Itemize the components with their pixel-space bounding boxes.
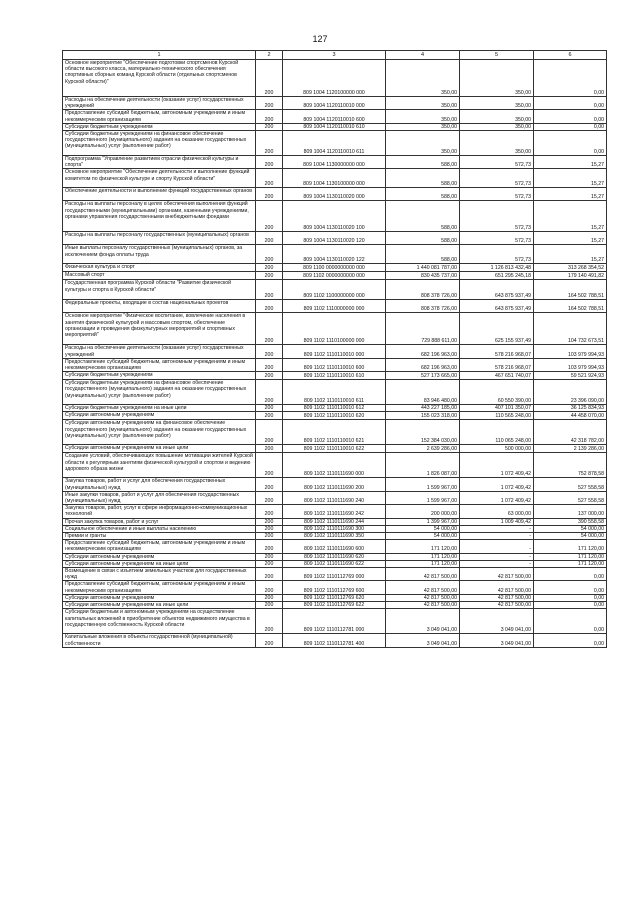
row-executed-amount: 3 049 041,00 [460,634,534,647]
row-classification-code: 809 1004 1120110010 610 [283,123,386,130]
row-name: Субсидии бюджетным учреждениям на финансовое обеспечение государственного (муниципального) задания на оказание государственных (муниципальных) услуг (выполнение работ) [63,380,256,405]
row-unexecuted-amount: 171 120,00 [534,540,607,553]
row-executed-amount: 350,00 [460,131,534,156]
row-executed-amount: 350,00 [460,123,534,130]
row-grbs-code: 200 [256,505,283,518]
row-name: Субсидии бюджетным и автономным учреждениям на осуществление капитальных вложений в приобретение объектов недвижимого имущества в государственную собственность Курской области [63,609,256,634]
table-row [63,505,607,518]
table-row [63,358,607,371]
row-name: Предоставление субсидий бюджетным, автономным учреждениям и иным некоммерческим организациям [63,110,256,123]
row-name: Расходы на выплаты персоналу в целях обеспечения выполнения функций государственными (муниципальными) органами, казенными учреждениями, органами управления государственными внебюджетными фондами [63,201,256,232]
row-approved-amount: 42 817 500,00 [386,568,460,581]
row-executed-amount: 625 155 937,49 [460,313,534,345]
row-executed-amount: 578 216 968,07 [460,345,534,358]
row-unexecuted-amount: 0,00 [534,602,607,609]
row-classification-code: 809 1102 1110112781 400 [283,634,386,647]
row-executed-amount: 467 651 740,07 [460,372,534,380]
row-classification-code: 809 1102 1110111690 242 [283,505,386,518]
row-name: Федеральные проекты, входящие в состав национальных проектов [63,300,256,313]
row-name: Расходы на выплаты персоналу государственных (муниципальных) органов [63,232,256,245]
row-name: Социальное обеспечение и иные выплаты населению [63,525,256,532]
row-executed-amount: 350,00 [460,97,534,110]
row-executed-amount: 578 216 968,07 [460,358,534,371]
row-grbs-code: 200 [256,609,283,634]
row-grbs-code: 200 [256,313,283,345]
row-grbs-code: 200 [256,553,283,560]
row-name: Возмещение в связи с изъятием земельных участков для государственных нужд [63,568,256,581]
row-grbs-code: 200 [256,568,283,581]
row-executed-amount: 42 817 500,00 [460,602,534,609]
row-grbs-code: 200 [256,110,283,123]
table-row [63,232,607,245]
row-grbs-code: 200 [256,581,283,594]
table-row [63,123,607,130]
row-name: Субсидии автономным учреждениям на иные цели [63,445,256,453]
row-name: Премии и гранты [63,533,256,540]
row-grbs-code: 200 [256,131,283,156]
row-unexecuted-amount: 164 502 788,51 [534,300,607,313]
row-classification-code: 809 1004 1120110010 611 [283,131,386,156]
row-classification-code: 809 1102 1100000000 000 [283,280,386,300]
row-executed-amount: 63 000,00 [460,505,534,518]
row-name: Иные выплаты персоналу государственных (муниципальных) органов, за исключением фонда оплаты труда [63,245,256,264]
row-approved-amount: 3 049 041,00 [386,634,460,647]
row-name: Создание условий, обеспечивающих повышение мотивации жителей Курской области к регулярным занятиям физической культурой и спортом и ведению здорового образа жизни [63,453,256,478]
column-header: 6 [534,51,607,60]
row-unexecuted-amount: 0,00 [534,594,607,601]
row-grbs-code: 200 [256,264,283,272]
row-grbs-code: 200 [256,405,283,412]
row-grbs-code: 200 [256,412,283,420]
row-executed-amount: 643 875 937,49 [460,300,534,313]
row-unexecuted-amount: 15,27 [534,169,607,188]
row-grbs-code: 200 [256,188,283,201]
row-name: Субсидии бюджетным учреждениям [63,372,256,380]
row-approved-amount: 682 196 963,00 [386,345,460,358]
table-row [63,405,607,412]
row-classification-code: 809 1102 1110110010 620 [283,412,386,420]
table-row [63,264,607,272]
table-row [63,300,607,313]
row-approved-amount: 83 946 480,00 [386,380,460,405]
row-classification-code: 809 1102 1110111690 350 [283,533,386,540]
row-approved-amount: 200 000,00 [386,505,460,518]
row-classification-code: 809 1102 0000000000 000 [283,272,386,280]
row-grbs-code: 200 [256,201,283,232]
row-classification-code: 809 1102 1110112769 620 [283,594,386,601]
row-executed-amount: 110 565 248,00 [460,412,534,420]
row-grbs-code: 200 [256,453,283,478]
row-approved-amount: 588,00 [386,232,460,245]
table-row [63,272,607,280]
row-approved-amount: 54 000,00 [386,533,460,540]
table-row [63,602,607,609]
row-executed-amount: 572,73 [460,245,534,264]
row-approved-amount: 171 120,00 [386,553,460,560]
row-unexecuted-amount: 164 502 788,51 [534,280,607,300]
table-row [63,245,607,264]
row-executed-amount: - [460,540,534,553]
row-approved-amount: 350,00 [386,97,460,110]
row-unexecuted-amount: 15,27 [534,232,607,245]
row-executed-amount: 1 072 409,42 [460,491,534,504]
table-row [63,372,607,380]
table-row [63,420,607,445]
row-approved-amount: 3 049 041,00 [386,609,460,634]
row-classification-code: 809 1102 1110111690 620 [283,553,386,560]
row-classification-code: 809 1004 1130110020 122 [283,245,386,264]
row-executed-amount: 60 550 390,00 [460,380,534,405]
row-grbs-code: 200 [256,97,283,110]
row-name: Субсидии бюджетным учреждениям на иные цели [63,405,256,412]
row-classification-code: 809 1102 1110111690 240 [283,491,386,504]
row-executed-amount: 1 072 409,42 [460,453,534,478]
row-executed-amount: - [460,525,534,532]
row-unexecuted-amount: 15,27 [534,188,607,201]
row-classification-code: 809 1102 1110111690 000 [283,453,386,478]
row-name: Субсидии автономным учреждениям [63,553,256,560]
row-classification-code: 809 1004 1120110010 600 [283,110,386,123]
row-approved-amount: 171 120,00 [386,540,460,553]
row-classification-code: 809 1004 1130000000 000 [283,156,386,169]
row-approved-amount: 350,00 [386,60,460,97]
row-name: Предоставление субсидий бюджетным, автономным учреждениям и иным некоммерческим организациям [63,540,256,553]
column-header: 3 [283,51,386,60]
row-name: Субсидии бюджетным учреждениям на финансовое обеспечение государственного (муниципального) задания на оказание государственных (муниципальных) услуг (выполнение работ) [63,131,256,156]
table-row [63,380,607,405]
row-grbs-code: 200 [256,245,283,264]
row-executed-amount: - [460,553,534,560]
row-classification-code: 809 1102 1110112769 600 [283,581,386,594]
row-unexecuted-amount: 15,27 [534,156,607,169]
row-executed-amount: 572,73 [460,156,534,169]
row-grbs-code: 200 [256,445,283,453]
row-unexecuted-amount: 752 878,58 [534,453,607,478]
table-row [63,581,607,594]
row-classification-code: 809 1004 1130110020 120 [283,232,386,245]
row-approved-amount: 588,00 [386,169,460,188]
table-row [63,110,607,123]
row-grbs-code: 200 [256,123,283,130]
row-grbs-code: 200 [256,156,283,169]
row-executed-amount: 407 101 350,07 [460,405,534,412]
row-executed-amount: 651 295 245,18 [460,272,534,280]
table-row [63,568,607,581]
row-classification-code: 809 1102 1110110010 000 [283,345,386,358]
table-header-row [63,51,607,60]
row-executed-amount: - [460,560,534,567]
row-grbs-code: 200 [256,280,283,300]
row-grbs-code: 200 [256,634,283,647]
row-grbs-code: 200 [256,232,283,245]
row-unexecuted-amount: 44 458 070,00 [534,412,607,420]
row-name: Прочая закупка товаров, работ и услуг [63,518,256,525]
column-header: 4 [386,51,460,60]
row-name: Государственная программа Курской области "Развитие физической культуры и спорта в Курской области" [63,280,256,300]
table-row [63,412,607,420]
row-unexecuted-amount: 104 732 673,51 [534,313,607,345]
row-classification-code: 809 1004 1120110010 000 [283,97,386,110]
row-name: Предоставление субсидий бюджетным, автономным учреждениям и иным некоммерческим организациям [63,358,256,371]
row-approved-amount: 443 227 185,00 [386,405,460,412]
row-grbs-code: 200 [256,358,283,371]
row-name: Основное мероприятие "Обеспечение деятельности и выполнение функций комитетом по физической культуре и спорту Курской области" [63,169,256,188]
row-approved-amount: 350,00 [386,131,460,156]
table-row [63,97,607,110]
table-row [63,345,607,358]
row-grbs-code: 200 [256,169,283,188]
row-name: Основное мероприятие "Физическое воспитание, вовлечение населения в занятия физической культурой и массовым спортом, обеспечение организации и проведения физкультурных мероприятий и спортивных мероприятий" [63,313,256,345]
row-grbs-code: 200 [256,602,283,609]
row-name: Закупка товаров, работ, услуг в сфере информационно-коммуникационных технологий [63,505,256,518]
row-unexecuted-amount: 171 120,00 [534,560,607,567]
row-grbs-code: 200 [256,478,283,491]
row-name: Субсидии автономным учреждениям на иные цели [63,602,256,609]
row-name: Иные закупки товаров, работ и услуг для обеспечения государственных (муниципальных) нужд [63,491,256,504]
budget-table [62,50,607,648]
table-row [63,313,607,345]
table-row [63,533,607,540]
row-name: Капитальные вложения в объекты государственной (муниципальной) собственности [63,634,256,647]
row-classification-code: 809 1102 1110112769 000 [283,568,386,581]
row-executed-amount: 1 126 813 432,48 [460,264,534,272]
row-approved-amount: 588,00 [386,156,460,169]
row-classification-code: 809 1102 1110111690 600 [283,540,386,553]
row-unexecuted-amount: 42 318 782,00 [534,420,607,445]
row-approved-amount: 588,00 [386,201,460,232]
row-executed-amount: 3 049 041,00 [460,609,534,634]
row-approved-amount: 350,00 [386,123,460,130]
row-name: Расходы на обеспечение деятельности (оказание услуг) государственных учреждений [63,345,256,358]
row-executed-amount: 350,00 [460,60,534,97]
column-header: 5 [460,51,534,60]
row-approved-amount: 42 817 500,00 [386,594,460,601]
row-approved-amount: 152 384 030,00 [386,420,460,445]
row-unexecuted-amount: 59 521 924,93 [534,372,607,380]
row-name: Субсидии автономным учреждениям [63,594,256,601]
row-classification-code: 809 1004 1130110020 000 [283,188,386,201]
row-classification-code: 809 1102 1110112781 000 [283,609,386,634]
row-classification-code: 809 1102 1110112769 622 [283,602,386,609]
row-executed-amount: 1 009 409,42 [460,518,534,525]
row-unexecuted-amount: 0,00 [534,60,607,97]
row-unexecuted-amount: 0,00 [534,97,607,110]
table-row [63,491,607,504]
row-executed-amount: 42 817 500,00 [460,581,534,594]
row-unexecuted-amount: 0,00 [534,123,607,130]
row-unexecuted-amount: 390 558,58 [534,518,607,525]
row-unexecuted-amount: 313 268 354,52 [534,264,607,272]
table-row [63,553,607,560]
row-grbs-code: 200 [256,300,283,313]
row-approved-amount: 42 817 500,00 [386,581,460,594]
row-grbs-code: 200 [256,345,283,358]
row-unexecuted-amount: 0,00 [534,581,607,594]
row-approved-amount: 54 000,00 [386,525,460,532]
row-unexecuted-amount: 0,00 [534,634,607,647]
row-grbs-code: 200 [256,372,283,380]
row-classification-code: 809 1102 1110110010 622 [283,445,386,453]
table-row [63,169,607,188]
row-grbs-code: 200 [256,533,283,540]
row-unexecuted-amount: 527 558,58 [534,491,607,504]
row-executed-amount: 42 817 500,00 [460,594,534,601]
row-approved-amount: 1 440 081 787,00 [386,264,460,272]
row-unexecuted-amount: 179 140 491,82 [534,272,607,280]
row-grbs-code: 200 [256,380,283,405]
row-unexecuted-amount: 0,00 [534,131,607,156]
row-grbs-code: 200 [256,560,283,567]
row-unexecuted-amount: 23 396 090,00 [534,380,607,405]
row-unexecuted-amount: 171 120,00 [534,553,607,560]
row-executed-amount: 500 000,00 [460,445,534,453]
table-row [63,280,607,300]
row-approved-amount: 42 817 500,00 [386,602,460,609]
row-approved-amount: 588,00 [386,245,460,264]
table-row [63,540,607,553]
row-unexecuted-amount: 103 979 994,93 [534,358,607,371]
row-executed-amount: - [460,533,534,540]
row-approved-amount: 808 378 726,00 [386,280,460,300]
row-name: Субсидии автономным учреждениям [63,412,256,420]
row-grbs-code: 200 [256,60,283,97]
row-unexecuted-amount: 137 000,00 [534,505,607,518]
row-classification-code: 809 1102 1110111690 622 [283,560,386,567]
row-classification-code: 809 1102 1110110010 611 [283,380,386,405]
row-classification-code: 809 1102 1110110010 612 [283,405,386,412]
row-name: Субсидии автономным учреждениям на финансовое обеспечение государственного (муниципального) задания на оказание государственных (муниципальных) услуг (выполнение работ) [63,420,256,445]
row-classification-code: 809 1102 1110000000 000 [283,300,386,313]
row-unexecuted-amount: 0,00 [534,110,607,123]
table-row [63,609,607,634]
table-row [63,453,607,478]
row-approved-amount: 682 196 963,00 [386,358,460,371]
page-number: 127 [312,34,328,44]
row-approved-amount: 1 826 087,00 [386,453,460,478]
row-approved-amount: 729 888 611,00 [386,313,460,345]
row-approved-amount: 588,00 [386,188,460,201]
row-name: Подпрограмма "Управление развитием отрасли физической культуры и спорта" [63,156,256,169]
row-classification-code: 809 1004 1120100000 000 [283,60,386,97]
row-grbs-code: 200 [256,518,283,525]
row-approved-amount: 830 435 737,00 [386,272,460,280]
row-approved-amount: 350,00 [386,110,460,123]
row-approved-amount: 1 599 967,00 [386,478,460,491]
row-name: Предоставление субсидий бюджетным, автономным учреждениям и иным некоммерческим организациям [63,581,256,594]
row-name: Обеспечение деятельности и выполнение функций государственных органов [63,188,256,201]
row-executed-amount: 572,73 [460,188,534,201]
table-row [63,634,607,647]
row-classification-code: 809 1102 1110110010 610 [283,372,386,380]
table-row [63,560,607,567]
table-row [63,478,607,491]
row-executed-amount: 643 875 937,49 [460,280,534,300]
row-grbs-code: 200 [256,272,283,280]
table-row [63,60,607,97]
row-classification-code: 809 1102 1110110010 621 [283,420,386,445]
row-unexecuted-amount: 527 558,58 [534,478,607,491]
table-row [63,156,607,169]
row-name: Физическая культура и спорт [63,264,256,272]
row-classification-code: 809 1004 1130100000 000 [283,169,386,188]
row-approved-amount: 171 120,00 [386,560,460,567]
row-executed-amount: 42 817 500,00 [460,568,534,581]
row-grbs-code: 200 [256,525,283,532]
table-row [63,131,607,156]
row-name: Расходы на обеспечение деятельности (оказание услуг) государственных учреждений [63,97,256,110]
row-name: Закупка товаров, работ и услуг для обеспечения государственных (муниципальных) нужд [63,478,256,491]
row-unexecuted-amount: 54 000,00 [534,525,607,532]
row-grbs-code: 200 [256,420,283,445]
row-name: Субсидии бюджетным учреждениям [63,123,256,130]
row-name: Массовый спорт [63,272,256,280]
row-unexecuted-amount: 2 139 286,00 [534,445,607,453]
row-unexecuted-amount: 15,27 [534,245,607,264]
row-classification-code: 809 1102 1110111690 300 [283,525,386,532]
row-approved-amount: 527 173 665,00 [386,372,460,380]
row-approved-amount: 1 599 967,00 [386,491,460,504]
row-unexecuted-amount: 15,27 [534,201,607,232]
row-approved-amount: 2 639 286,00 [386,445,460,453]
row-classification-code: 809 1004 1130110020 100 [283,201,386,232]
row-classification-code: 809 1102 1110100000 000 [283,313,386,345]
row-name: Основное мероприятие "Обеспечение подготовки спортсменов Курской области высокого класса, материально-технического обеспечения спортивных сборных команд Курской области (отдельных спортсменов Курской области)" [63,60,256,97]
row-grbs-code: 200 [256,594,283,601]
row-executed-amount: 110 065 248,00 [460,420,534,445]
table-row [63,445,607,453]
table-row [63,525,607,532]
row-unexecuted-amount: 36 125 834,93 [534,405,607,412]
row-classification-code: 809 1100 0000000000 000 [283,264,386,272]
row-unexecuted-amount: 0,00 [534,609,607,634]
row-name: Субсидии автономным учреждениям на иные цели [63,560,256,567]
row-classification-code: 809 1102 1110111690 244 [283,518,386,525]
row-approved-amount: 155 023 318,00 [386,412,460,420]
row-grbs-code: 200 [256,491,283,504]
row-unexecuted-amount: 0,00 [534,568,607,581]
row-executed-amount: 350,00 [460,110,534,123]
row-classification-code: 809 1102 1110111690 200 [283,478,386,491]
row-classification-code: 809 1102 1110110010 600 [283,358,386,371]
table-row [63,188,607,201]
row-executed-amount: 572,73 [460,201,534,232]
column-header: 1 [63,51,256,60]
row-unexecuted-amount: 54 000,00 [534,533,607,540]
table-row [63,518,607,525]
row-approved-amount: 1 399 967,00 [386,518,460,525]
row-approved-amount: 808 378 726,00 [386,300,460,313]
column-header: 2 [256,51,283,60]
row-executed-amount: 572,73 [460,169,534,188]
table-row [63,201,607,232]
row-unexecuted-amount: 103 979 994,93 [534,345,607,358]
row-executed-amount: 1 072 409,42 [460,478,534,491]
row-executed-amount: 572,73 [460,232,534,245]
row-grbs-code: 200 [256,540,283,553]
table-row [63,594,607,601]
